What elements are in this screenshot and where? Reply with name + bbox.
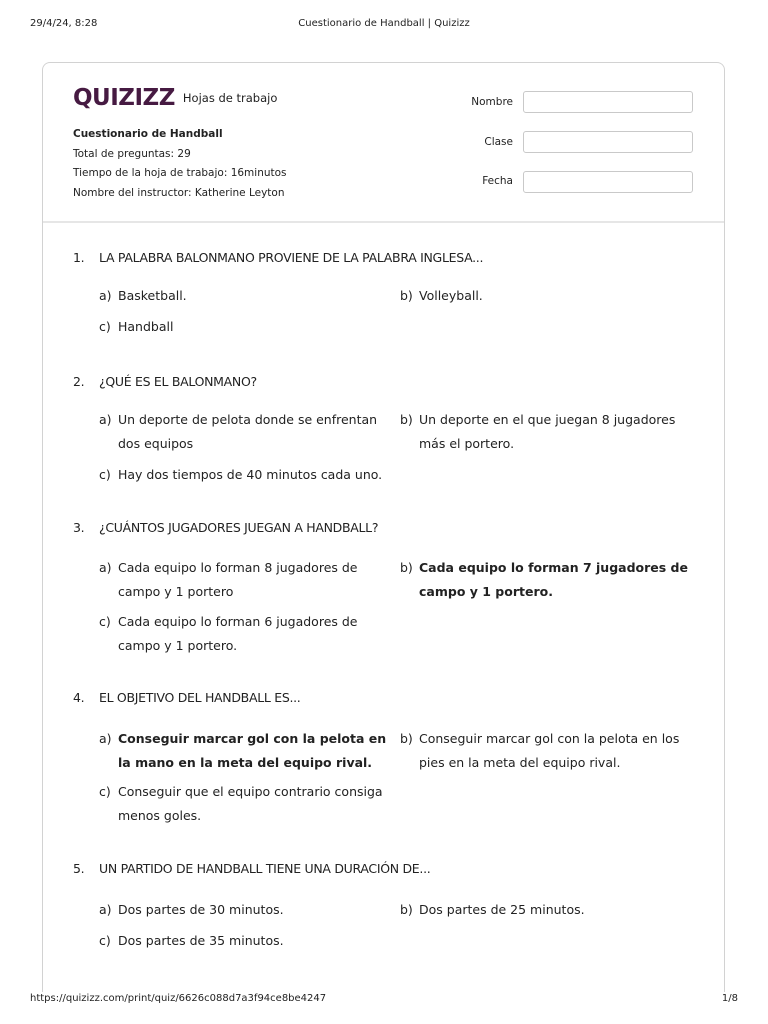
question-stem (73, 374, 257, 389)
question-number: 4. (73, 690, 85, 705)
worksheet-header (43, 63, 724, 223)
instructor-name: Nombre del instructor: Katherine Leyton (73, 186, 285, 199)
option-b: b) Dos partes de 25 minutos. (400, 902, 585, 917)
page-number: 1/8 (721, 993, 738, 1004)
question-text: ¿QUÉ ES EL BALONMANO? (99, 374, 257, 389)
quiz-name: Cuestionario de Handball (73, 128, 223, 140)
option-a: a) Cada equipo lo forman 8 jugadores de campo y 1 portero (99, 560, 358, 599)
print-title: Cuestionario de Handball | Quizizz (298, 18, 470, 29)
total-questions: Total de preguntas: 29 (73, 147, 191, 160)
question-stem (73, 250, 483, 265)
question-stem (73, 520, 378, 535)
question-number: 2. (73, 374, 85, 389)
option-a: a) Basketball. (99, 288, 187, 303)
print-url: https://quizizz.com/print/quiz/6626c088d7a3f94ce8be4247 (30, 993, 327, 1004)
question-text: EL OBJETIVO DEL HANDBALL ES... (99, 690, 301, 705)
date-label: Fecha (482, 175, 513, 187)
option-c: c) Hay dos tiempos de 40 minutos cada uno. (99, 467, 383, 482)
logo-subtitle: Hojas de trabajo (182, 91, 278, 105)
option-a-correct: a) Conseguir marcar gol con la pelota en la mano en la meta del equipo rival. (99, 731, 387, 770)
question-stem (73, 861, 430, 876)
question-text: ¿CUÁNTOS JUGADORES JUEGAN A HANDBALL? (99, 520, 379, 535)
worksheet-time: Tiempo de la hoja de trabajo: 16minutos (73, 167, 287, 179)
quiz-meta (73, 125, 287, 203)
logo-wordmark: QUIZIZZ (73, 85, 175, 111)
print-footer (30, 993, 738, 1007)
print-date: 29/4/24, 8:28 (30, 18, 98, 29)
option-c: c) Conseguir que el equipo contrario consiga menos goles. (99, 784, 383, 823)
question-number: 3. (73, 520, 85, 535)
quizizz-logo (73, 83, 277, 113)
name-field[interactable] (523, 91, 693, 113)
option-b: b) Conseguir marcar gol con la pelota en los pies en la meta del equipo rival. (400, 731, 680, 770)
class-field[interactable] (523, 131, 693, 153)
worksheet (42, 62, 725, 992)
option-b-correct: b) Cada equipo lo forman 7 jugadores de campo y 1 portero. (400, 560, 688, 599)
date-field[interactable] (523, 171, 693, 193)
option-a: a) Dos partes de 30 minutos. (99, 902, 284, 917)
option-b: b) Un deporte en el que juegan 8 jugadores más el portero. (400, 412, 676, 451)
option-a: a) Un deporte de pelota donde se enfrentan dos equipos (99, 412, 378, 451)
print-header (30, 18, 738, 32)
question-text: UN PARTIDO DE HANDBALL TIENE UNA DURACIÓN DE... (99, 861, 431, 876)
name-label: Nombre (471, 96, 513, 108)
option-c: c) Dos partes de 35 minutos. (99, 933, 284, 948)
question-text: LA PALABRA BALONMANO PROVIENE DE LA PALABRA INGLESA... (99, 250, 484, 265)
question-stem (73, 690, 300, 705)
option-c: c) Handball (99, 319, 174, 334)
option-c: c) Cada equipo lo forman 6 jugadores de campo y 1 portero. (99, 614, 358, 653)
question-number: 1. (73, 250, 85, 265)
question-number: 5. (73, 861, 85, 876)
class-label: Clase (484, 136, 513, 148)
option-b: b) Volleyball. (400, 288, 483, 303)
